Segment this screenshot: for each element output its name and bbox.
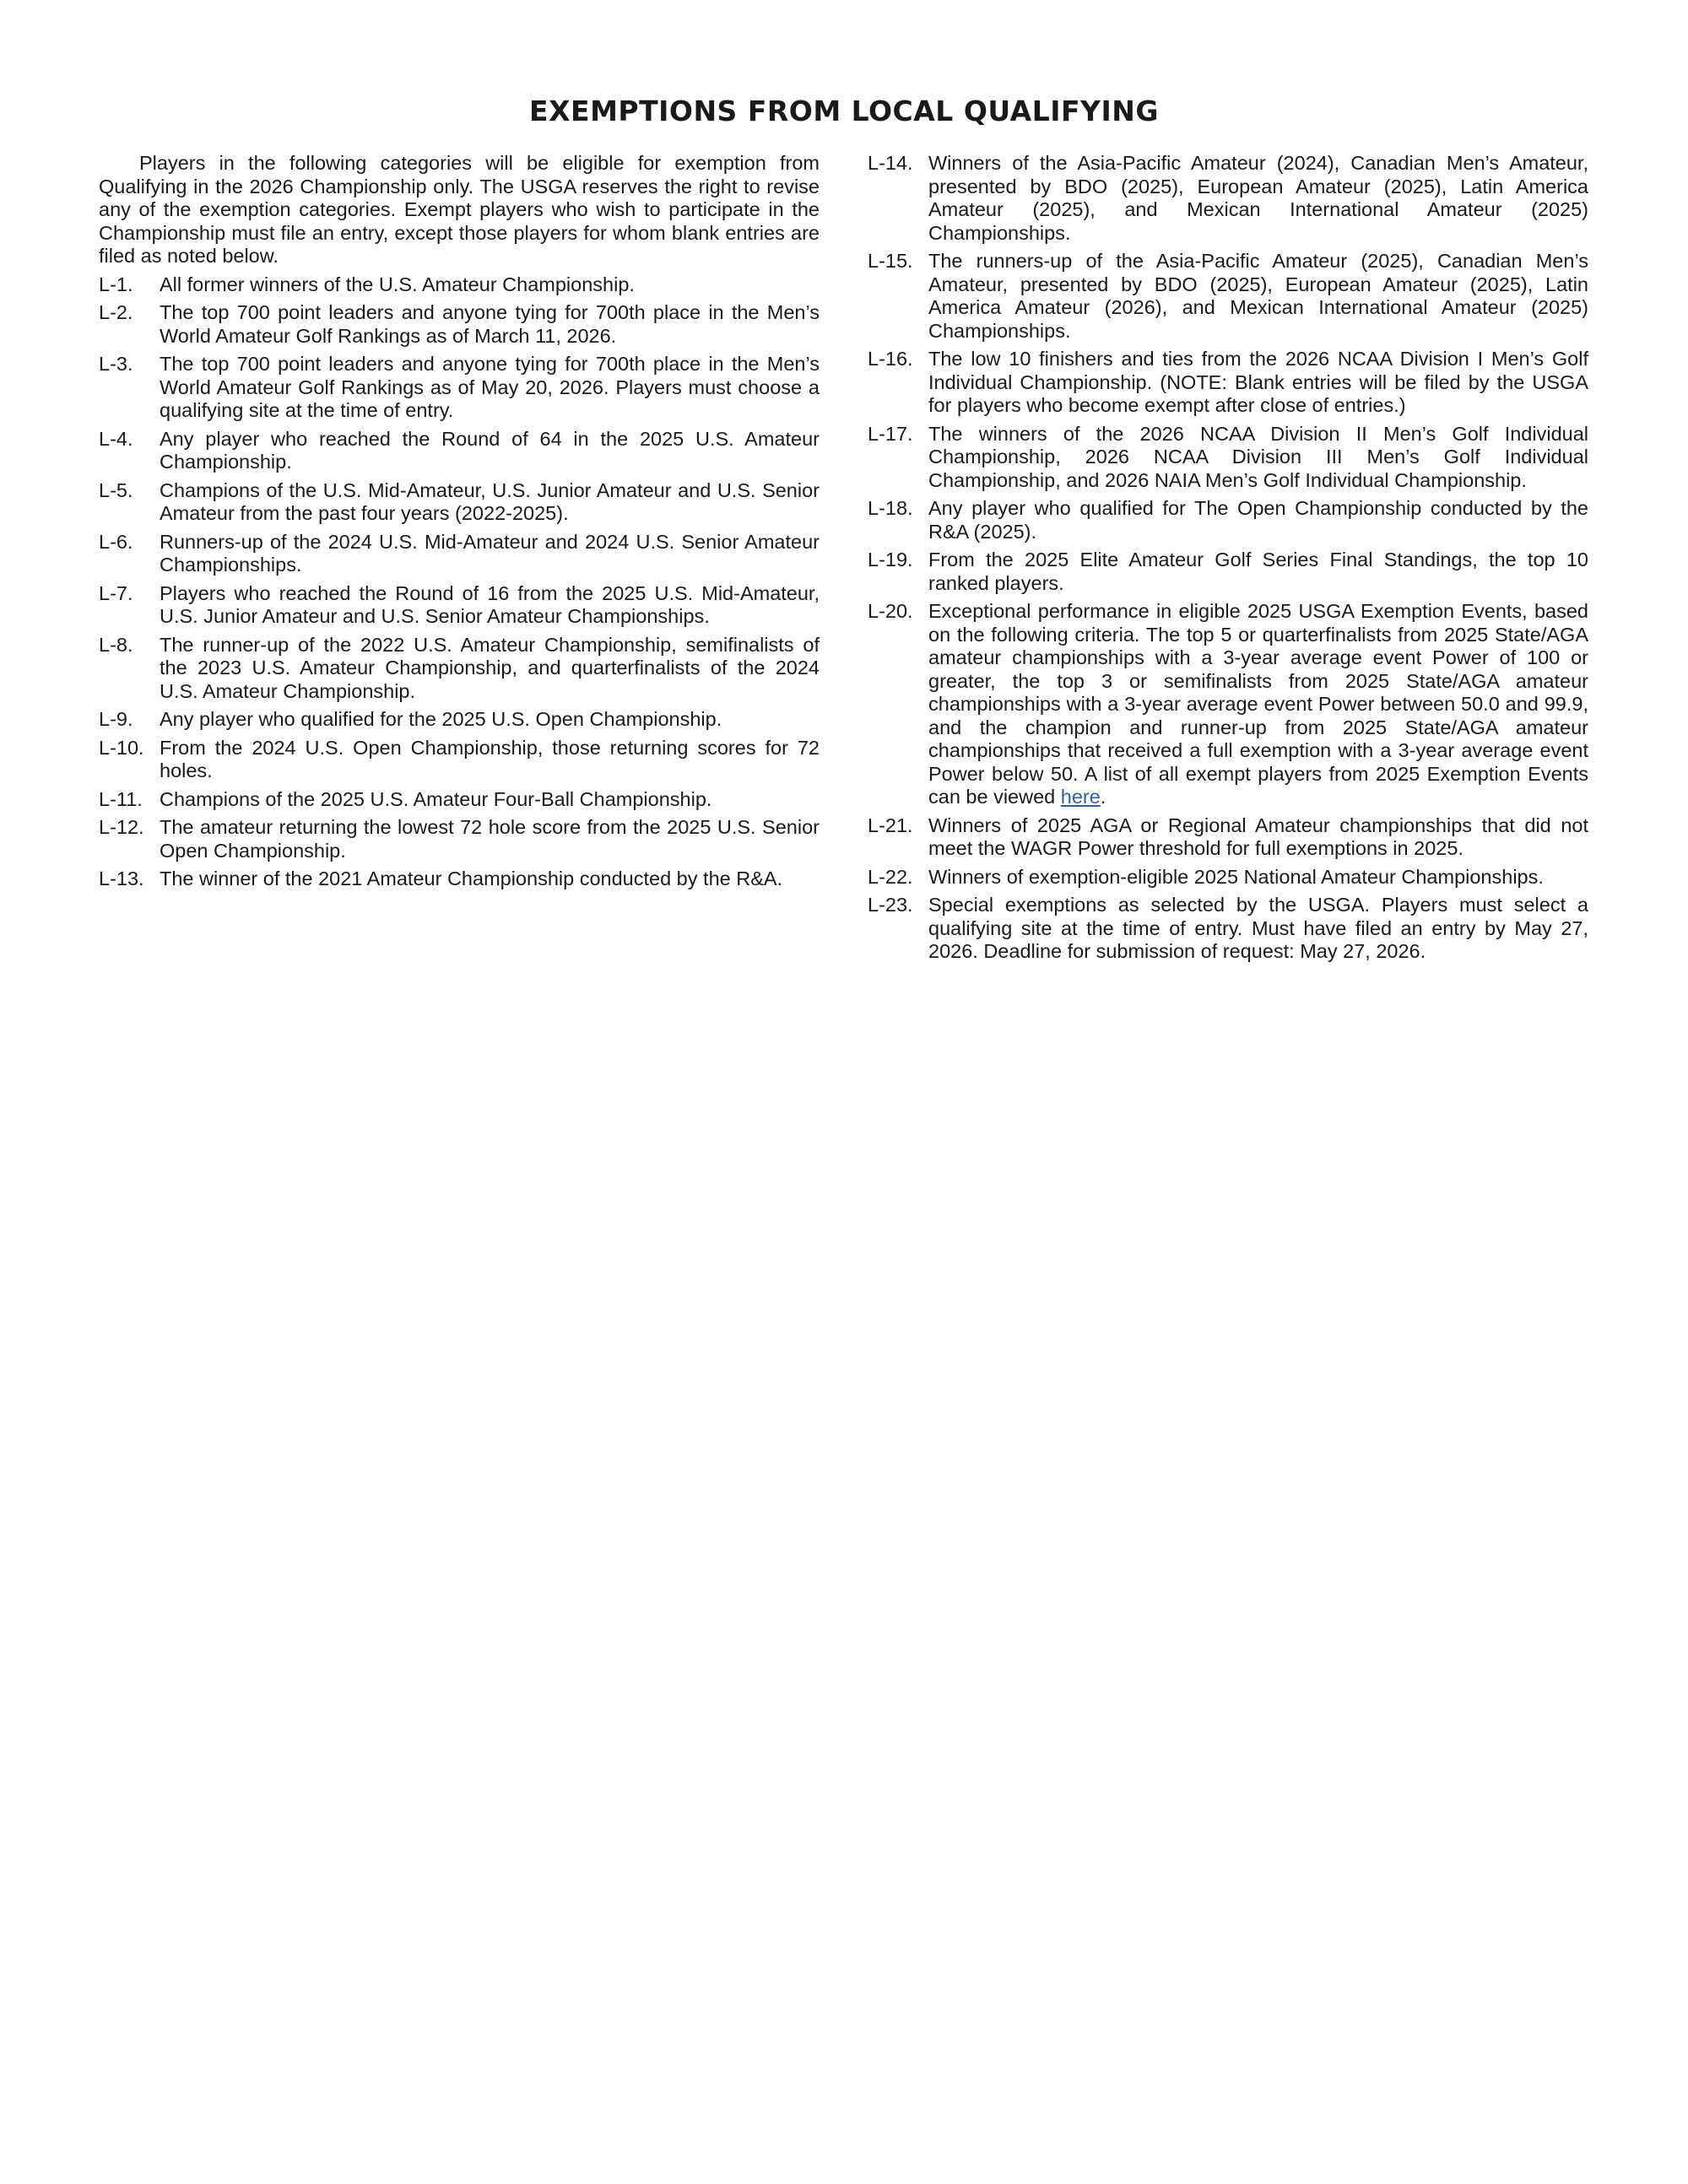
exemption-text <box>928 549 1588 595</box>
exemption-number: L-14. <box>868 152 913 174</box>
exemption-item <box>99 868 820 891</box>
exemption-text <box>160 273 820 297</box>
exemption-text-body: The top 700 point leaders and anyone tying for 700th place in the Men’s World Amateur Golf Rankings as of March 11, 2026. <box>160 301 820 347</box>
exemption-number: L-8. <box>99 633 133 656</box>
exemption-item <box>99 582 820 629</box>
exemption-text-body: Any player who qualified for the 2025 U.S. Open Championship. <box>160 708 722 730</box>
exemption-item <box>99 816 820 862</box>
exemption-text <box>928 348 1588 418</box>
exemption-item <box>99 428 820 474</box>
exemption-text <box>928 866 1588 889</box>
exemption-text <box>160 708 820 732</box>
exemption-number: L-22. <box>868 865 913 888</box>
exemption-text <box>160 353 820 423</box>
exemption-item <box>868 152 1588 245</box>
exemption-item <box>99 737 820 783</box>
exemption-item <box>99 531 820 577</box>
exemption-number: L-16. <box>868 348 913 370</box>
exemption-text-body: Runners-up of the 2024 U.S. Mid-Amateur and 2024 U.S. Senior Amateur Championships. <box>160 530 820 576</box>
exemption-text <box>160 816 820 862</box>
exemption-item <box>868 549 1588 595</box>
right-column <box>868 152 1588 969</box>
exemption-text-body: Special exemptions as selected by the USGA. Players must select a qualifying site at the time of entry. Must have filed an entry by May 27, 2026. Deadline for submission of request: May 27, 2026. <box>928 894 1588 962</box>
exemption-item <box>99 788 820 812</box>
exemption-number: L-21. <box>868 814 913 836</box>
exemption-text-body: Winners of 2025 AGA or Regional Amateur championships that did not meet the WAGR Power threshold for full exemptions in 2025. <box>928 814 1588 859</box>
exemption-text-suffix: . <box>1100 786 1106 808</box>
exemption-number: L-9. <box>99 708 133 730</box>
left-column <box>99 152 820 896</box>
exemption-number: L-20. <box>868 600 913 622</box>
exemption-text-body: The winners of the 2026 NCAA Division II Men’s Golf Individual Championship, 2026 NCAA Division III Men’s Golf Individual Championship, and 2026 NAIA Men’s Golf Individual Championship. <box>928 422 1588 491</box>
exemption-text <box>160 868 820 891</box>
page-title: EXEMPTIONS FROM LOCAL QUALIFYING <box>529 95 1159 127</box>
exemption-text-body: Champions of the U.S. Mid-Amateur, U.S. Junior Amateur and U.S. Senior Amateur from the past four years (2022-2025). <box>160 478 820 524</box>
exemption-item <box>868 497 1588 543</box>
exemption-number: L-13. <box>99 868 144 889</box>
exemption-text <box>928 152 1588 245</box>
exemption-text <box>160 531 820 577</box>
intro-paragraph: Players in the following categories will be eligible for exemption from Qualifying in the 2026 Championship only. The USGA reserves the right to revise any of the exemption categories. Exempt players who wish to participate in the Championship must file an entry, except those players for whom blank entries are filed as noted below. <box>99 152 820 267</box>
exemption-item <box>99 708 820 732</box>
exemption-text-body: Champions of the 2025 U.S. Amateur Four-Ball Championship. <box>160 787 712 810</box>
exemption-text <box>928 423 1588 493</box>
exemption-item <box>868 866 1588 889</box>
exemption-number: L-5. <box>99 478 133 501</box>
exemption-text <box>928 497 1588 543</box>
exemption-text <box>160 737 820 783</box>
exemption-text-body: The runner-up of the 2022 U.S. Amateur Championship, semifinalists of the 2023 U.S. Amateur Championship, and quarterfinalists of the 2024 U.S. Amateur Championship. <box>160 633 820 702</box>
exemption-text-body: From the 2024 U.S. Open Championship, those returning scores for 72 holes. <box>160 736 820 781</box>
exemption-number: L-11. <box>99 787 143 810</box>
exemption-text-body: Winners of exemption-eligible 2025 National Amateur Championships. <box>928 865 1544 888</box>
exemption-item <box>99 634 820 704</box>
exemption-text-body: From the 2025 Elite Amateur Golf Series Final Standings, the top 10 ranked players. <box>928 549 1588 594</box>
exemption-item <box>868 423 1588 493</box>
exemption-text <box>160 301 820 348</box>
exemption-text-body: Exceptional performance in eligible 2025 USGA Exemption Events, based on the following criteria. The top 5 or quarterfinalists from 2025 State/AGA amateur championships with a 3-year average event Power of 100 or greater, the top 3 or semifinalists from 2025 State/AGA amateur championships with a 3-year average event Power between 50.0 and 99.9, and the champion and runner-up from 2025 State/AGA amateur championships that received a full exemption with a 3-year average event Power below 50. A list of all exempt players from 2025 Exemption Events can be viewed <box>928 600 1588 808</box>
exemption-number: L-10. <box>99 736 144 759</box>
exemption-text-body: The low 10 finishers and ties from the 2026 NCAA Division I Men’s Golf Individual Championship. (NOTE: Blank entries will be filed by the USGA for players who become exempt after close of entries.) <box>928 348 1588 416</box>
exemption-list-right <box>868 152 1588 964</box>
exemption-text-body: Any player who reached the Round of 64 in the 2025 U.S. Amateur Championship. <box>160 427 820 473</box>
exemption-text-body: Winners of the Asia-Pacific Amateur (2024), Canadian Men’s Amateur, presented by BDO (2025), European Amateur (2025), Latin America Amateur (2025), and Mexican International Amateur (2025) Championships. <box>928 152 1588 244</box>
exemption-number: L-7. <box>99 581 133 604</box>
exemption-text <box>160 479 820 526</box>
exemption-number: L-6. <box>99 530 133 553</box>
exemption-text-body: Any player who qualified for The Open Championship conducted by the R&A (2025). <box>928 497 1588 543</box>
exemption-item <box>868 348 1588 418</box>
exemption-number: L-18. <box>868 497 913 519</box>
exemption-item <box>99 301 820 348</box>
exemption-text-body: The runners-up of the Asia-Pacific Amateur (2025), Canadian Men’s Amateur, presented by BDO (2025), European Amateur (2025), Latin America Amateur (2026), and Mexican International Amateur (2025) Championships. <box>928 250 1588 342</box>
exemption-text-body: The winner of the 2021 Amateur Championship conducted by the R&A. <box>160 868 783 889</box>
exemption-text <box>928 894 1588 964</box>
exemption-text <box>160 788 820 812</box>
exemption-item <box>99 353 820 423</box>
exemption-text-body: The top 700 point leaders and anyone tying for 700th place in the Men’s World Amateur Golf Rankings as of May 20, 2026. Players must choose a qualifying site at the time of entry. <box>160 353 820 421</box>
exemption-text <box>160 582 820 629</box>
here-link[interactable]: here <box>1060 786 1101 808</box>
exemption-text <box>928 814 1588 861</box>
exemption-item <box>868 600 1588 809</box>
exemption-text <box>928 600 1588 809</box>
exemption-list-left <box>99 273 820 891</box>
exemption-text <box>160 634 820 704</box>
exemption-number: L-2. <box>99 301 133 323</box>
exemption-text-body: Players who reached the Round of 16 from the 2025 U.S. Mid-Amateur, U.S. Junior Amateur and U.S. Senior Amateur Championships. <box>160 581 820 627</box>
exemption-item <box>99 273 820 297</box>
exemption-number: L-15. <box>868 250 913 272</box>
exemption-item <box>868 814 1588 861</box>
exemption-number: L-23. <box>868 894 913 916</box>
exemption-number: L-4. <box>99 427 133 450</box>
exemption-text <box>928 250 1588 343</box>
exemption-number: L-3. <box>99 353 133 375</box>
exemption-item <box>99 479 820 526</box>
exemption-text-body: The amateur returning the lowest 72 hole score from the 2025 U.S. Senior Open Championship. <box>160 816 820 862</box>
exemption-number: L-17. <box>868 422 913 445</box>
exemption-number: L-12. <box>99 816 144 838</box>
exemption-item <box>868 894 1588 964</box>
exemption-number: L-1. <box>99 273 133 295</box>
exemption-item <box>868 250 1588 343</box>
exemption-text-body: All former winners of the U.S. Amateur Championship. <box>160 273 635 295</box>
exemption-text <box>160 428 820 474</box>
exemption-number: L-19. <box>868 549 913 570</box>
